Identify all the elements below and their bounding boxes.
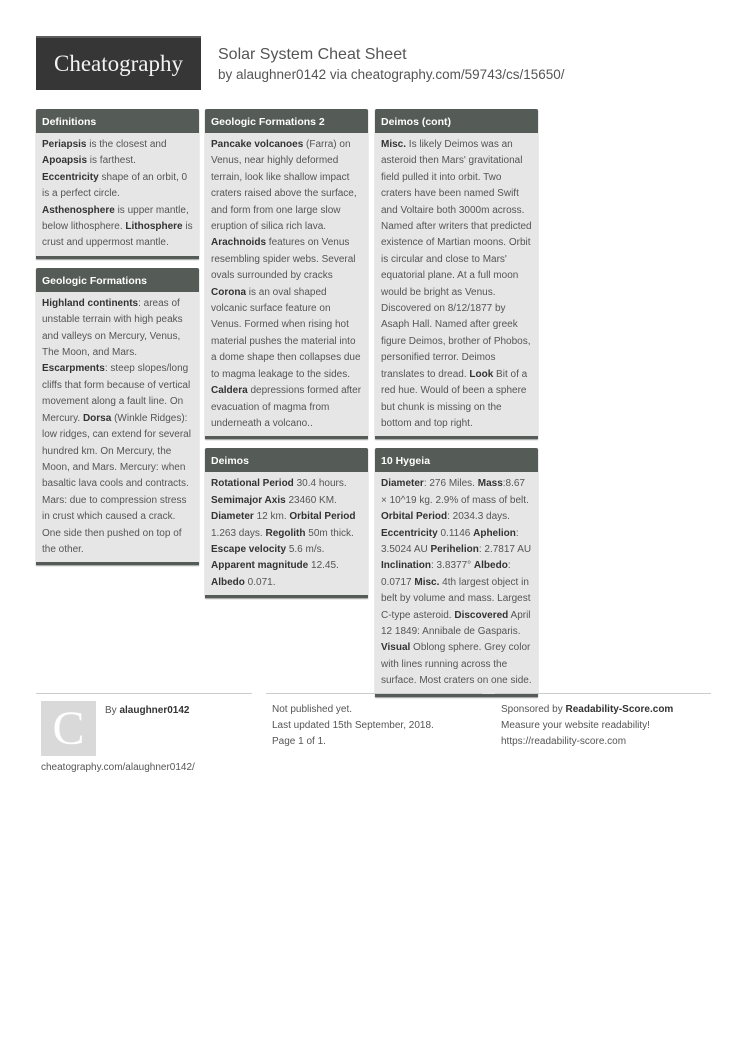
term-label: Apoapsis	[42, 155, 88, 167]
term-label: Rotational Period	[211, 478, 294, 490]
term-label: Asthenosphere	[42, 204, 115, 216]
section-geologic-formations	[36, 268, 199, 566]
term-label: Escape velocity	[211, 543, 287, 555]
logo-text: Cheatography	[53, 51, 183, 76]
term-label: Caldera	[211, 385, 248, 397]
sponsor-info	[501, 702, 673, 750]
footer-divider	[36, 693, 252, 694]
term-label: Albedo	[211, 576, 245, 588]
term-label: Diameter	[381, 478, 424, 490]
section-body: Misc. Is likely Deimos was an asteroid then Mars' gravitational field pulled it into orbit. Two craters have been named Swift and Voltaire both 3000m across. Named after writers that predicted existence of Martian moons. Orbit is circular and close to Mars' equatorial plane. At a full moon would be bright as Venus. Discovered on 8/12/1877 by Asaph Hall. Named after greek figure Deimos, brother of Phobos, personified terror. Deimos translates to dread. Look Bit of a red hue. Would of been a sphere but chunk is missing on the bottom and top right.	[381, 139, 532, 429]
term-label: Discovered	[454, 609, 509, 621]
sponsor-name[interactable]: Readability-Score.com	[565, 704, 674, 715]
sponsor-url[interactable]: https://readability-score.com	[501, 736, 627, 747]
term-label: Highland continents	[42, 297, 139, 309]
term-label: Pancake volcanoes	[211, 139, 304, 150]
section-title: Deimos	[205, 448, 368, 472]
term-label: Eccentricity	[42, 171, 99, 183]
sponsor-line: Sponsored by Readability-Score.com	[501, 704, 674, 715]
section-body: Periapsis is the closest and Apoapsis is farthest. Eccentricity shape of an orbit, 0 is a perfect circle. Asthenosphere is upper mantle, below lithosphere. Lithosphere is crust and uppermost mantle.	[42, 139, 193, 249]
term-label: Diameter	[211, 511, 254, 523]
footer-divider	[495, 693, 711, 694]
column-1	[36, 109, 199, 574]
section-definitions	[36, 109, 199, 259]
term-label: Lithosphere	[125, 221, 183, 233]
publish-info	[272, 702, 434, 750]
page-byline[interactable]: by alaughner0142 via cheatography.com/59743/cs/15650/	[218, 67, 565, 82]
author-line: By alaughner0142	[105, 705, 190, 716]
section-title: 10 Hygeia	[375, 448, 538, 472]
section-deimos	[205, 448, 368, 598]
term-label: Inclination	[381, 560, 431, 572]
section-deimos-cont	[375, 109, 538, 439]
section-body: Rotational Period 30.4 hours. Semimajor Axis 23460 KM. Diameter 12 km. Orbital Period 1.263 days. Regolith 50m thick. Escape velocity 5.6 m/s. Apparent magnitude 12.45. Albedo 0.071.	[211, 478, 356, 588]
section-body: Pancake volcanoes (Farra) on Venus, near highly deformed terrain, look like shallow impact craters raised above the surface, and form from one large slow eruption of silica rich lava. Arachnoids features on Venus resembling spider webs. Several ovals surrounded by cracks Corona is an oval shaped volcanic surface feature on Venus. Formed when rising hot material pushes the material into a dome shape then collapses due to magma leakage to the sides. Caldera depressions formed after evacuation of magma from underneath a volcano..	[211, 139, 362, 429]
section-title: Geologic Formations 2	[205, 109, 368, 133]
term-label: Apparent magnitude	[211, 560, 309, 572]
term-label: Escarpments	[42, 363, 105, 375]
page-title: Solar System Cheat Sheet	[218, 46, 407, 63]
term-label: Orbital Period	[289, 511, 356, 523]
column-2	[205, 109, 368, 607]
section-title: Geologic Formations	[36, 268, 199, 292]
author-url[interactable]: cheatography.com/alaughner0142/	[41, 762, 195, 773]
term-label: Visual	[381, 642, 411, 654]
footer-divider	[266, 693, 482, 694]
term-label: Dorsa	[82, 412, 112, 424]
page-number: Page 1 of 1.	[272, 736, 326, 747]
section-body: Highland continents: areas of unstable terrain with high peaks and valleys on Mercury, Venus, The Moon, and Mars. Escarpments: steep slopes/long cliffs that form because of vertical movement along a fault line. On Mercury. Dorsa (Winkle Ridges): low ridges, can extend for several hundred km. On Mercury, the Moon, and Mars. Mercury: when basaltic lava cools and contracts. Mars: due to compression stress in crust which caused a crack. One side then pushed on top of the other.	[42, 297, 191, 555]
section-geologic-formations-2	[205, 109, 368, 439]
section-title: Deimos (cont)	[375, 109, 538, 133]
section-10-hygeia	[375, 448, 538, 696]
section-body: Diameter: 276 Miles. Mass:8.67 × 10^19 kg. 2.9% of mass of belt. Orbital Period: 2034.3 days. Eccentricity 0.1146 Aphelion: 3.5024 AU Perihelion: 2.7817 AU Inclination: 3.8377° Albedo: 0.0717 Misc. 4th largest object in belt by volume and mass. Largest C-type asteroid. Discovered April 12 1849: Annibale de Gasparis. Visual Oblong sphere. Grey color with lines running across the surface. Most craters on one side.	[381, 478, 532, 687]
avatar-letter: C	[52, 702, 85, 755]
term-label: Mass	[477, 478, 503, 490]
term-label: Eccentricity	[381, 527, 438, 539]
term-label: Arachnoids	[211, 237, 267, 249]
published-status: Not published yet.	[272, 704, 353, 715]
author-avatar[interactable]	[41, 701, 96, 756]
term-label: Semimajor Axis	[211, 494, 286, 506]
section-title: Definitions	[36, 109, 199, 133]
term-label: Periapsis	[42, 139, 87, 150]
term-label: Look	[469, 368, 494, 380]
term-label: Corona	[211, 286, 246, 298]
term-label: Orbital Period	[381, 511, 448, 523]
term-label: Misc.	[381, 139, 407, 150]
term-label: Regolith	[265, 527, 306, 539]
term-label: Aphelion	[473, 527, 516, 539]
last-updated: Last updated 15th September, 2018.	[272, 720, 434, 731]
author-name[interactable]: alaughner0142	[119, 705, 190, 716]
sponsor-tagline: Measure your website readability!	[501, 720, 650, 731]
term-label: Misc.	[414, 576, 440, 588]
term-label: Perihelion	[430, 543, 479, 555]
column-3	[375, 109, 538, 706]
term-label: Albedo	[473, 560, 508, 572]
cheatography-logo[interactable]	[36, 36, 201, 90]
